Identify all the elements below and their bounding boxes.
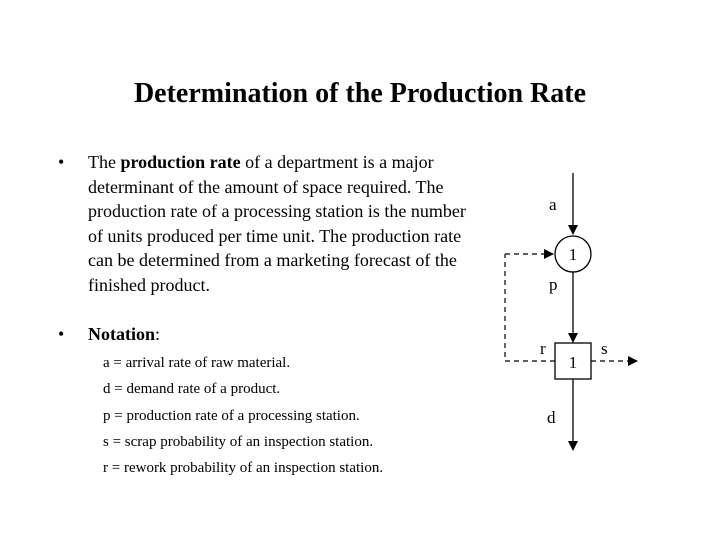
bold-term-production-rate: production rate (120, 152, 241, 172)
notation-item-s: s = scrap probability of an inspection station. (103, 433, 374, 450)
notation-item-d: d = demand rate of a product. (103, 381, 281, 398)
notation-item-a: a = arrival rate of raw material. (103, 355, 291, 371)
slide-title: Determination of the Production Rate (133, 78, 587, 109)
bullet-lead-text: The (88, 152, 121, 172)
processing-station-label: 1 (568, 245, 578, 264)
label-r: r (540, 339, 546, 358)
label-s: s (601, 339, 608, 358)
notation-heading-colon: : (155, 324, 161, 344)
bullet-marker: • (58, 324, 65, 344)
notation-item-p: p = production rate of a processing station. (103, 407, 360, 424)
notation-heading-bold: Notation (88, 324, 155, 344)
label-d: d (547, 408, 556, 427)
rework-loop-path (505, 254, 555, 361)
inspection-station-label: 1 (568, 353, 578, 372)
label-a: a (549, 195, 557, 214)
bullet-marker: • (58, 152, 65, 172)
bullet-body-text: of a department is a major determinant of the amount of space required. The production rate of a processing station is the number of units produced per time unit. The production rate can be determined from a marketing forecast of the finished product. (88, 152, 466, 295)
notation-item-r: r = rework probability of an inspection station. (103, 460, 384, 477)
label-p: p (549, 275, 558, 294)
